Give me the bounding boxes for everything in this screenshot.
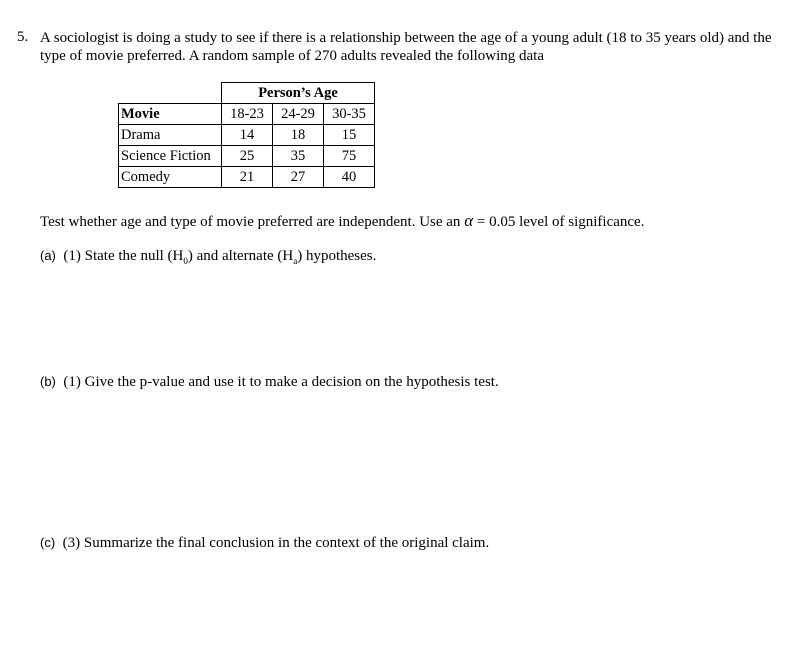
column-header: 18-23 [222, 104, 273, 125]
data-table [118, 82, 375, 188]
part-a-text-2: ) and alternate (H [187, 248, 294, 264]
problem-number: 5. [17, 29, 29, 45]
column-header: 24-29 [273, 104, 324, 125]
part-a [40, 248, 376, 266]
table-cell: 14 [222, 125, 273, 146]
table-cell: 25 [222, 146, 273, 167]
alpha-symbol: α [464, 211, 474, 230]
group-header: Person’s Age [222, 83, 375, 104]
part-a-label: (a) [40, 248, 56, 263]
problem-statement: A sociologist is doing a study to see if there is a relationship between the age of a young adult (18 to 35 years old) and the type of movie preferred. A random sample of 270 adults revealed the following data [40, 30, 772, 64]
row-label: Comedy [119, 167, 222, 188]
table-column-row [119, 104, 375, 125]
row-label: Science Fiction [119, 146, 222, 167]
table-cell: 21 [222, 167, 273, 188]
part-a-text-3: ) hypotheses. [297, 248, 377, 264]
table-cell: 40 [324, 167, 375, 188]
table-header-row [119, 83, 375, 104]
row-label: Drama [119, 125, 222, 146]
part-b [40, 374, 499, 391]
part-a-points: (1) [63, 248, 81, 264]
test-text-before: Test whether age and type of movie preferred are independent. Use an [40, 214, 465, 230]
table-row [119, 146, 375, 167]
table-row [119, 167, 375, 188]
test-text-after: = 0.05 level of significance. [473, 214, 645, 230]
alternate-subscript: a [293, 256, 298, 266]
part-a-text-1: State the null (H [84, 248, 184, 264]
part-c-points: (3) [62, 535, 81, 551]
table-cell: 75 [324, 146, 375, 167]
part-b-label: (b) [40, 374, 56, 389]
column-header: 30-35 [324, 104, 375, 125]
table-cell: 27 [273, 167, 324, 188]
test-instruction [40, 211, 644, 231]
part-b-points: (1) [63, 374, 81, 390]
part-c-text: Summarize the final conclusion in the context of the original claim. [83, 535, 490, 551]
table-cell: 18 [273, 125, 324, 146]
null-subscript: 0 [183, 256, 188, 266]
table-corner [119, 83, 222, 104]
table-cell: 15 [324, 125, 375, 146]
table-row [119, 125, 375, 146]
part-c-label: (c) [40, 535, 56, 550]
table-cell: 35 [273, 146, 324, 167]
part-b-text: Give the p-value and use it to make a decision on the hypothesis test. [84, 374, 499, 390]
row-header: Movie [119, 104, 222, 125]
part-c [40, 535, 489, 552]
